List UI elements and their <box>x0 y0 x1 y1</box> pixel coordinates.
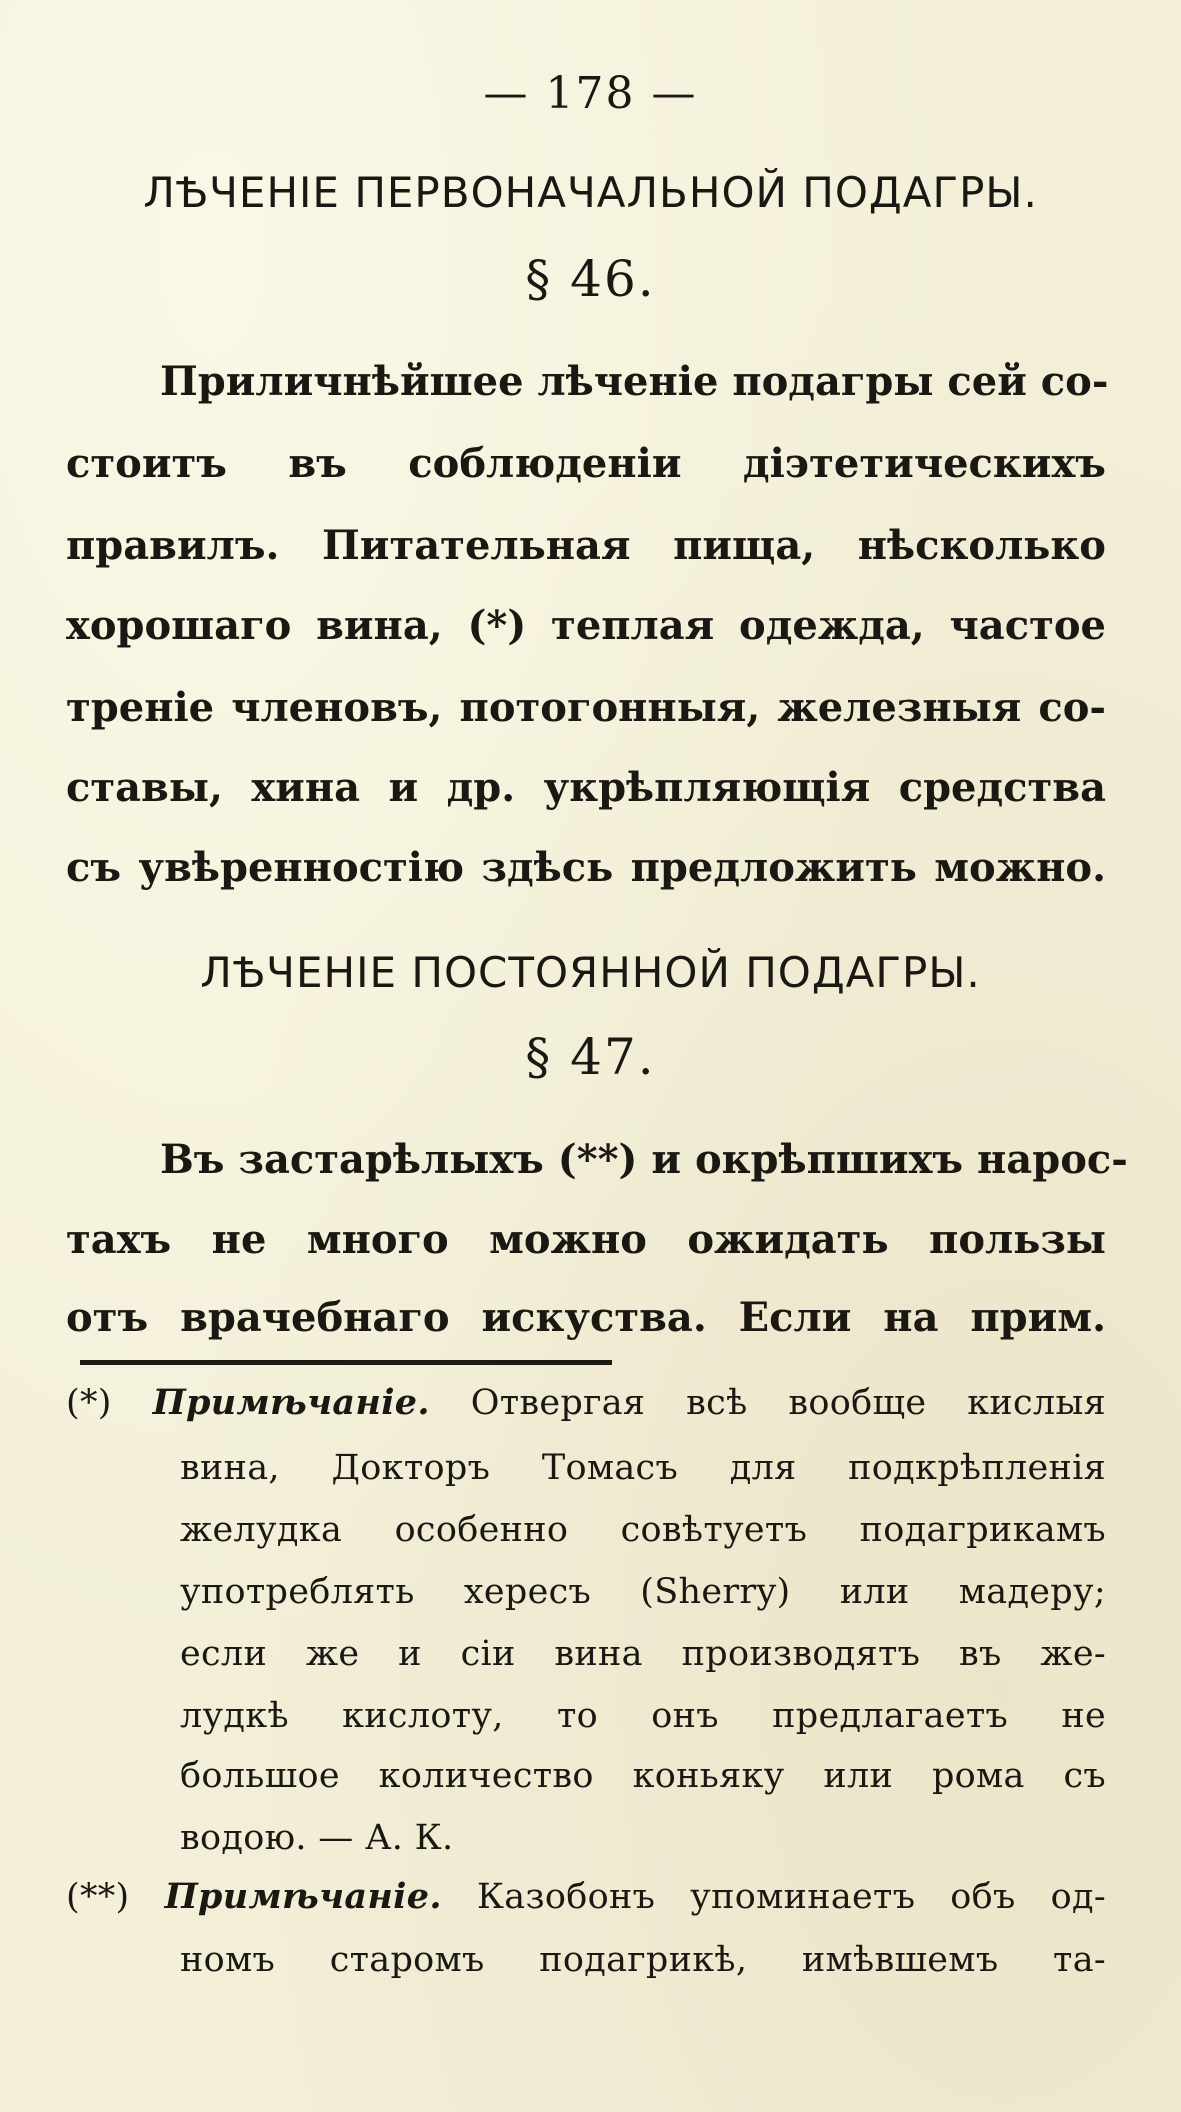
paragraph-mark-47: § 47. <box>525 1028 656 1086</box>
footnote-1-title: Примѣчаніе. <box>152 1382 430 1423</box>
paragraph-mark-46: § 46. <box>525 250 656 308</box>
page-number: — 178 — <box>483 68 698 119</box>
body-line: хорошаго вина, (*) теплая одежда, частое <box>66 602 1106 649</box>
footnote-2-title: Примѣчаніе. <box>164 1876 442 1917</box>
footnote-line: употреблять хересъ (Sherry) или мадеру; <box>180 1572 1106 1612</box>
body-line: стоитъ въ соблюденіи діэтетическихъ <box>66 440 1106 487</box>
footnote-separator-rule <box>80 1360 612 1365</box>
section-heading-chronic-gout: ЛѢЧЕНІЕ ПОСТОЯННОЙ ПОДАГРЫ. <box>200 948 981 997</box>
footnote-line: лудкѣ кислоту, то онъ предлагаетъ не <box>180 1696 1106 1736</box>
footnote-1-marker: (*) <box>66 1383 112 1423</box>
footnote-2-text: Казобонъ упоминаетъ объ од- <box>476 1877 1106 1917</box>
footnote-1-text: Отвергая всѣ вообще кислыя <box>470 1383 1106 1423</box>
section-heading-initial-gout: ЛѢЧЕНІЕ ПЕРВОНАЧАЛЬНОЙ ПОДАГРЫ. <box>143 168 1038 217</box>
body-line: ставы, хина и др. укрѣпляющія средства <box>66 764 1106 811</box>
body-line: тахъ не много можно ожидать пользы <box>66 1216 1106 1263</box>
footnote-line: желудка особенно совѣтуетъ подагрикамъ <box>180 1510 1106 1550</box>
footnote-line: большое количество коньяку или рома съ <box>180 1756 1106 1796</box>
body-line: Въ застарѣлыхъ (**) и окрѣпшихъ нарос- <box>160 1136 1128 1183</box>
body-line: треніе членовъ, потогонныя, железныя со- <box>66 684 1106 731</box>
footnote-line: вина, Докторъ Томасъ для подкрѣпленія <box>180 1448 1106 1488</box>
footnote-1-first-line <box>66 1382 1106 1423</box>
body-line: отъ врачебнаго искуства. Если на прим. <box>66 1294 1106 1341</box>
body-line: правилъ. Питательная пища, нѣсколько <box>66 522 1106 569</box>
body-line: съ увѣренностію здѣсь предложить можно. <box>66 844 1106 891</box>
footnote-line: водою. — А. К. <box>180 1818 454 1858</box>
body-line: Приличнѣйшее лѣченіе подагры сей со- <box>160 358 1109 405</box>
footnote-line: если же и сіи вина производятъ въ же- <box>180 1634 1106 1674</box>
footnote-line: номъ старомъ подагрикѣ, имѣвшемъ та- <box>180 1940 1106 1980</box>
footnote-2-first-line <box>66 1876 1106 1917</box>
footnote-2-marker: (**) <box>66 1877 130 1917</box>
